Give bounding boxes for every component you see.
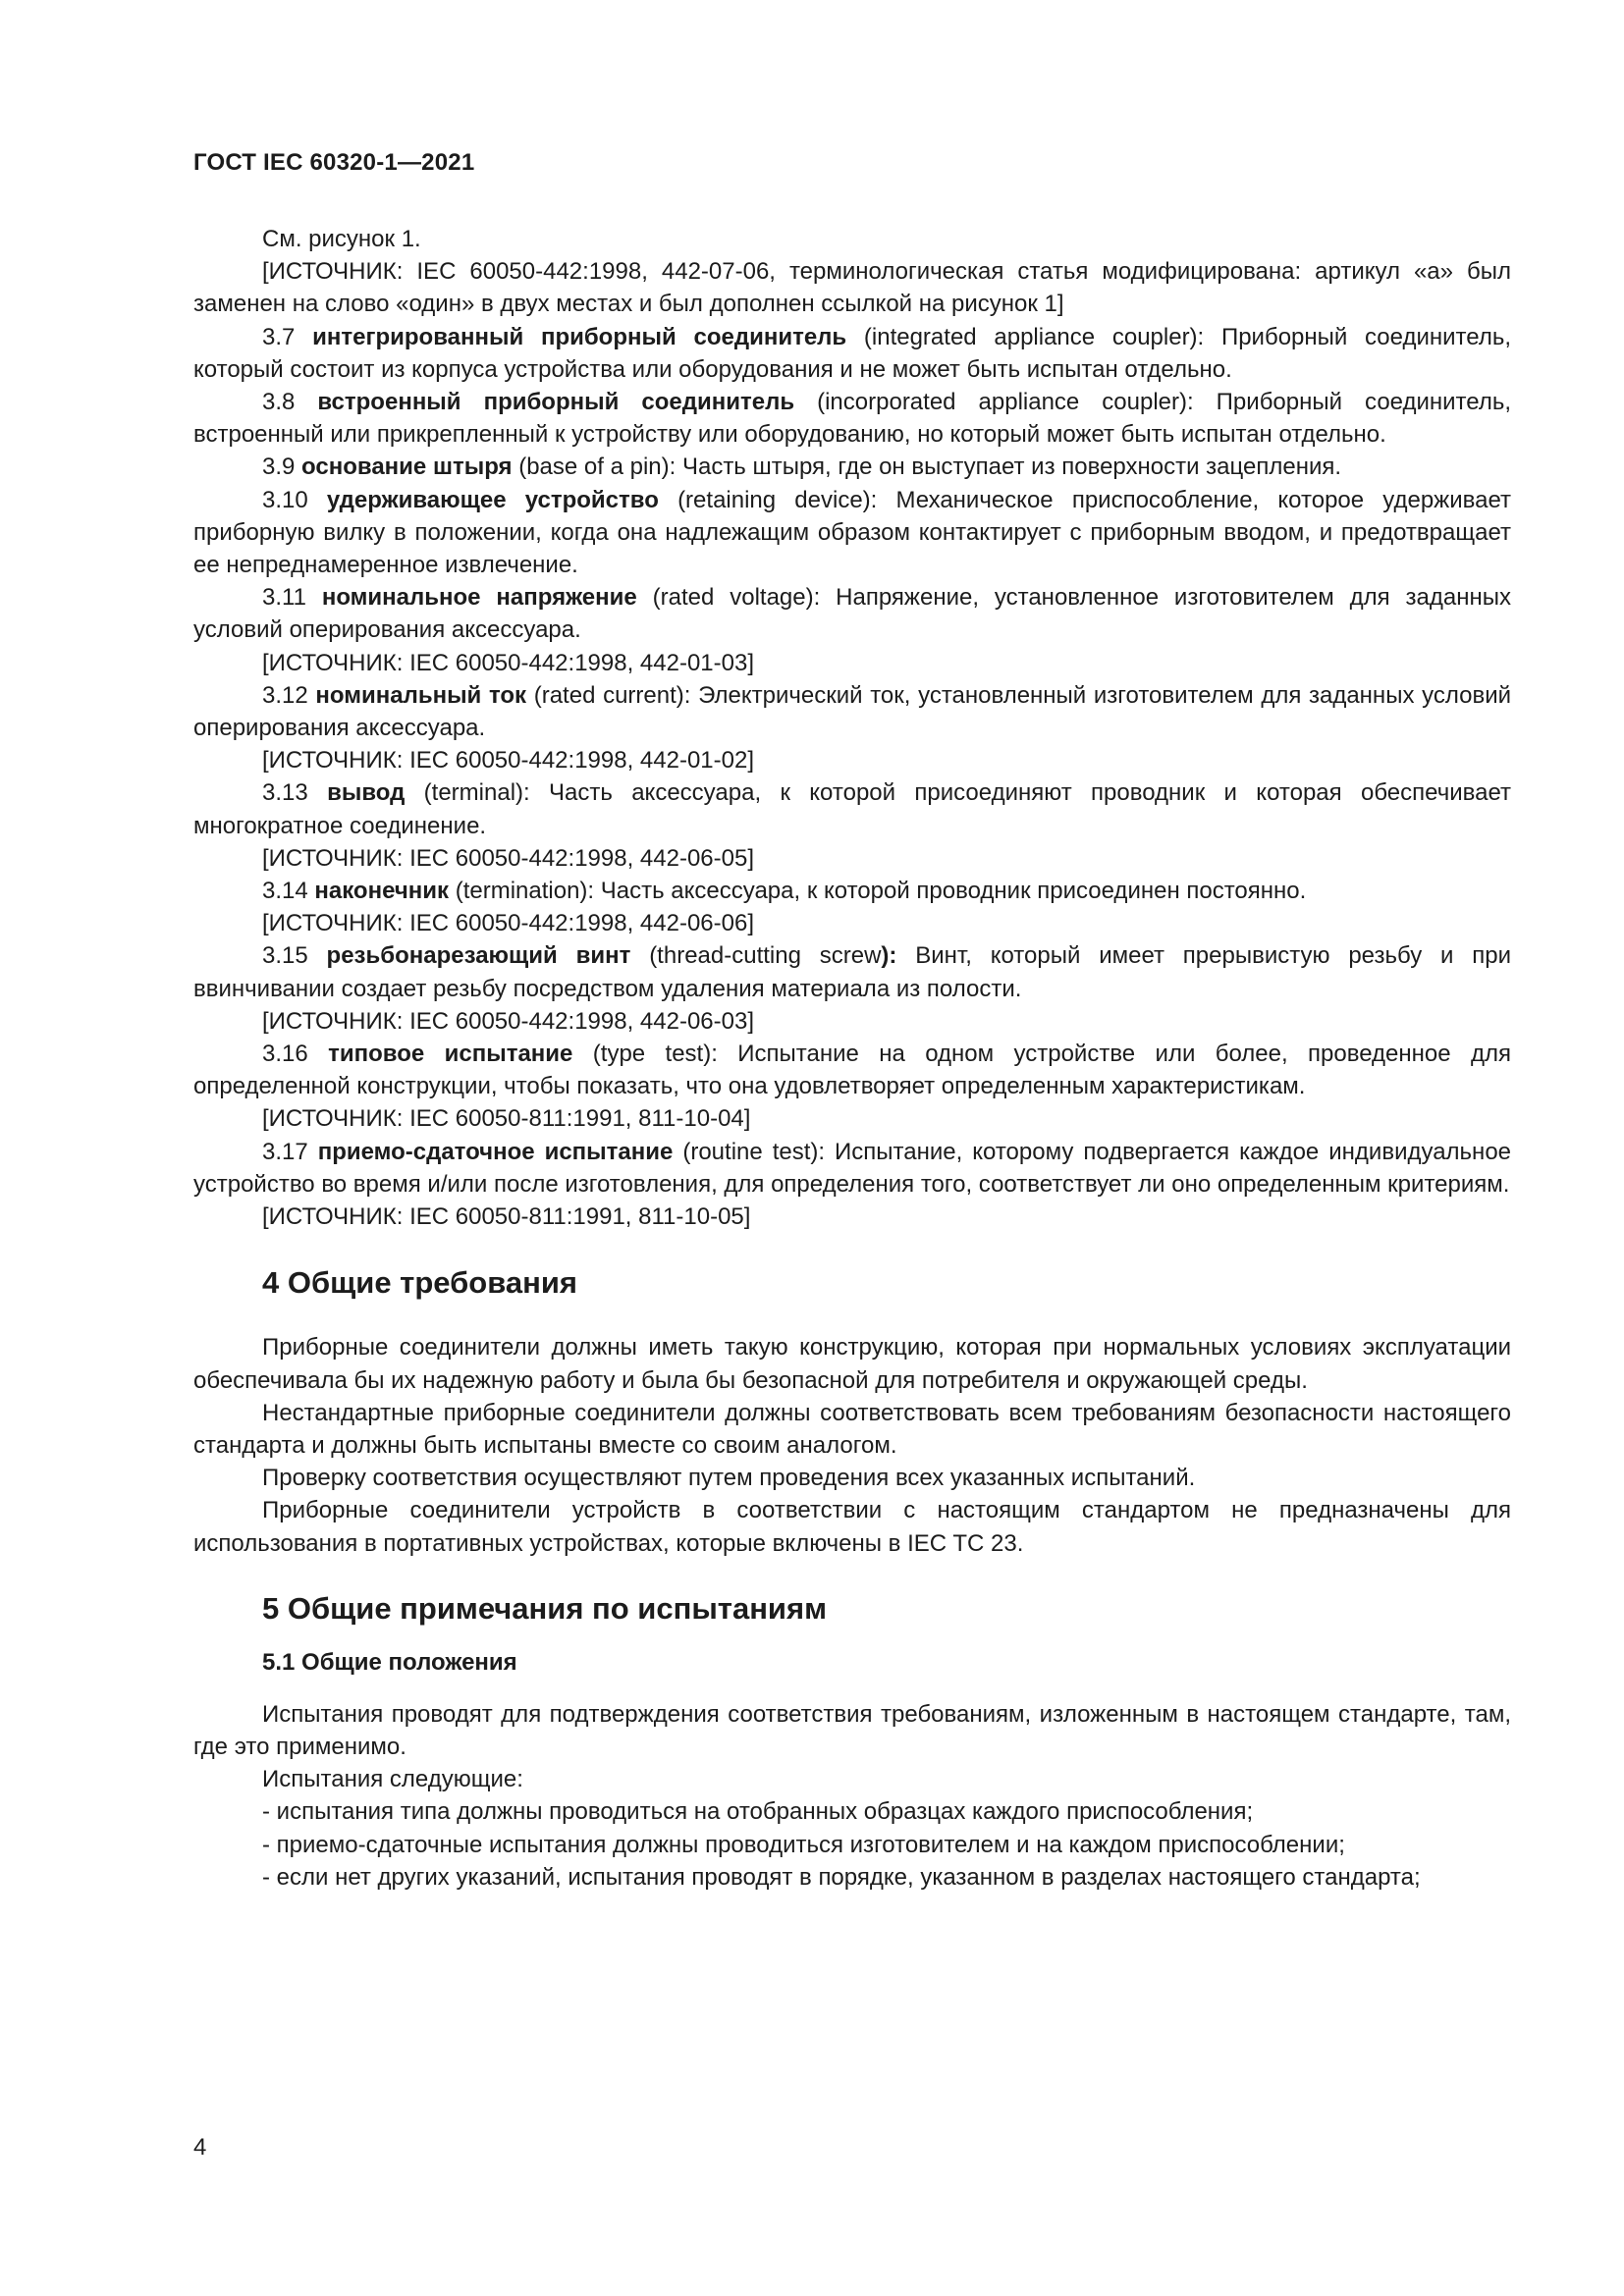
section-4-paragraph: Нестандартные приборные соединители должны соответствовать всем требованиям безопасности настоящего стандарта и должны быть испытаны вместе со своим аналогом. — [193, 1399, 1511, 1459]
term-title: удерживающее устройство — [326, 486, 659, 513]
term-source: [ИСТОЧНИК: IEC 60050-442:1998, 442-01-02] — [262, 747, 754, 774]
section-4-title: 4 Общие требования — [262, 1265, 577, 1301]
term-source: [ИСТОЧНИК: IEC 60050-442:1998, 442-06-06] — [262, 910, 754, 937]
term-title: вывод — [327, 779, 406, 807]
term-3-14: 3.14 наконечник (termination): Часть аксессуара, к которой проводник присоединен постоянно. — [262, 878, 1307, 905]
source-note: [ИСТОЧНИК: IEC 60050-442:1998, 442-07-06, терминологическая статья модифицирована: артикул «а» был заменен на слово «один» в двух местах и был дополнен ссылкой на рисунок 1] — [193, 258, 1511, 318]
list-item: - испытания типа должны проводиться на отобранных образцах каждого приспособления; — [262, 1798, 1254, 1826]
section-4-paragraph: Приборные соединители должны иметь такую конструкцию, которая при нормальных условиях эксплуатации обеспечивала бы их надежную работу и была бы безопасной для потребителя и окружающей среды. — [193, 1334, 1511, 1394]
term-3-10: 3.10 удерживающее устройство (retaining device): Механическое приспособление, которое удерживает приборную вилку в положении, когда она надлежащим образом контактирует с приборным вводом, и предотвращает ее непреднамеренное извлечение. — [193, 486, 1512, 579]
term-3-15: 3.15 резьбонарезающий винт (thread-cutting screw): Винт, который имеет прерывистую резьбу и при ввинчивании создает резьбу посредством удаления материала из полости. — [193, 942, 1512, 1002]
term-title: интегрированный приборный соединитель — [312, 323, 847, 350]
section-5-title: 5 Общие примечания по испытаниям — [262, 1590, 828, 1626]
term-source: [ИСТОЧНИК: IEC 60050-442:1998, 442-01-03] — [262, 649, 754, 676]
term-source: [ИСТОЧНИК: IEC 60050-811:1991, 811-10-04] — [262, 1105, 751, 1133]
list-item: - приемо-сдаточные испытания должны проводиться изготовителем и на каждом приспособлении; — [262, 1831, 1345, 1858]
term-3-7: 3.7 интегрированный приборный соединитель (integrated appliance coupler): Приборный соединитель, который состоит из корпуса устройства или оборудования и не может быть испытан отдельно. — [193, 323, 1511, 383]
term-source: [ИСТОЧНИК: IEC 60050-442:1998, 442-06-03] — [262, 1007, 754, 1035]
section-4-paragraph: Приборные соединители устройств в соответствии с настоящим стандартом не предназначены для использования в портативных устройствах, которые включены в IEC TC 23. — [193, 1497, 1511, 1557]
term-title: приемо-сдаточное испытание — [317, 1138, 674, 1165]
document-body — [193, 223, 1511, 1894]
term-title: типовое испытание — [328, 1041, 573, 1068]
term-title: резьбонарезающий винт — [326, 942, 631, 970]
term-3-13: 3.13 вывод (terminal): Часть аксессуара, к которой присоединяют проводник и которая обеспечивает многократное соединение. — [193, 779, 1511, 839]
subsection-5-1-title: 5.1 Общие положения — [262, 1648, 517, 1676]
term-3-11: 3.11 номинальное напряжение (rated voltage): Напряжение, установленное изготовителем для заданных условий оперирования аксессуара. — [193, 584, 1511, 644]
term-title: наконечник — [314, 878, 450, 905]
term-title: встроенный приборный соединитель — [317, 389, 795, 416]
term-3-17: 3.17 приемо-сдаточное испытание (routine test): Испытание, которому подвергается каждое индивидуальное устройство во время и/или после изготовления, для определения того, соответствует ли оно определенным критериям. — [193, 1138, 1512, 1198]
term-3-16: 3.16 типовое испытание (type test): Испытание на одном устройстве или более, проведенное для определенной конструкции, чтобы показать, что она удовлетворяет определенным характеристикам. — [193, 1041, 1511, 1100]
term-3-8: 3.8 встроенный приборный соединитель (incorporated appliance coupler): Приборный соединитель, встроенный или прикрепленный к устройству или оборудованию, но который может быть испытан отдельно. — [193, 389, 1512, 449]
figure-reference: См. рисунок 1. — [262, 226, 421, 252]
document-header: ГОСТ IEC 60320-1—2021 — [193, 149, 475, 176]
term-title: номинальное напряжение — [321, 584, 637, 612]
page-number: 4 — [193, 2134, 207, 2161]
list-item: - если нет других указаний, испытания проводят в порядке, указанном в разделах настоящего стандарта; — [262, 1863, 1421, 1891]
term-3-9: 3.9 основание штыря (base of a pin): Часть штыря, где он выступает из поверхности зацепления. — [262, 454, 1342, 481]
term-title: основание штыря — [301, 454, 513, 481]
term-source: [ИСТОЧНИК: IEC 60050-811:1991, 811-10-05] — [262, 1203, 751, 1231]
term-source: [ИСТОЧНИК: IEC 60050-442:1998, 442-06-05] — [262, 844, 754, 872]
term-3-12: 3.12 номинальный ток (rated current): Электрический ток, установленный изготовителем для заданных условий оперирования аксессуара. — [193, 681, 1512, 742]
term-title: номинальный ток — [315, 681, 527, 709]
section-5-paragraph: Испытания проводят для подтверждения соответствия требованиям, изложенным в настоящем стандарте, там, где это применимо. — [193, 1700, 1511, 1760]
section-4-paragraph: Проверку соответствия осуществляют путем проведения всех указанных испытаний. — [262, 1465, 1196, 1492]
section-5-paragraph: Испытания следующие: — [262, 1766, 523, 1793]
